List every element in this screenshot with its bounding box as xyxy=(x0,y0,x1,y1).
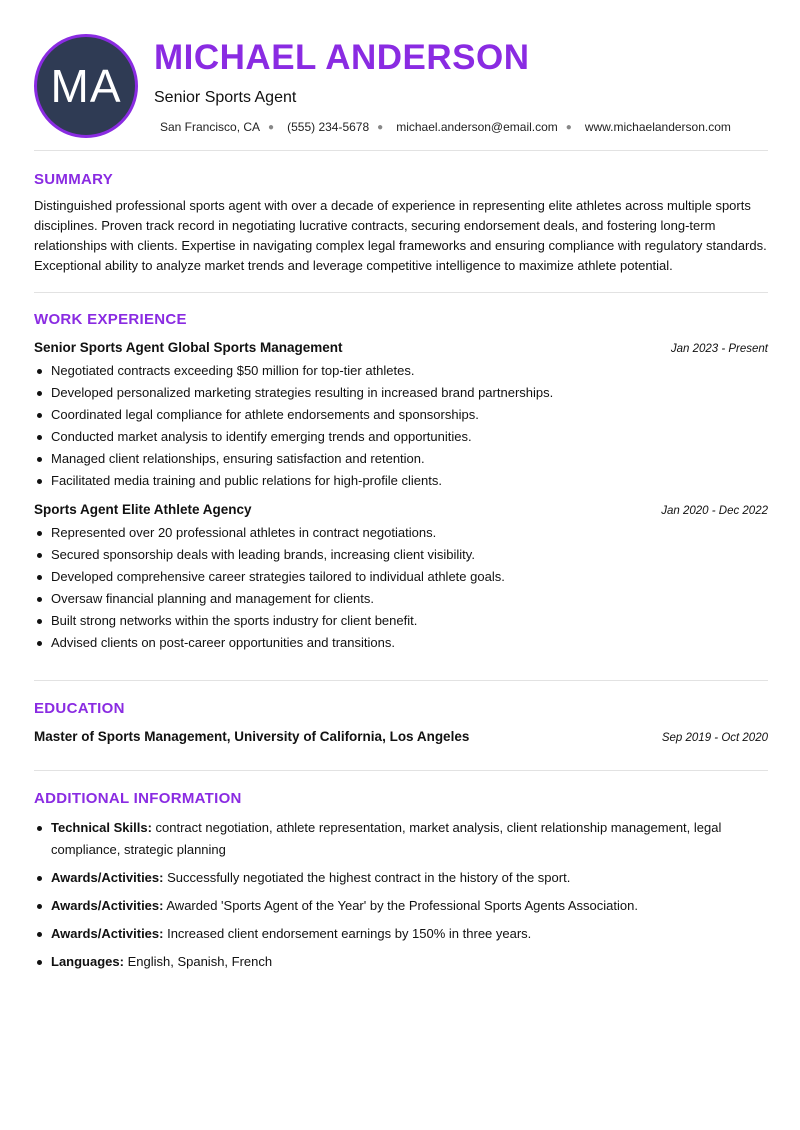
list-item: Developed comprehensive career strategies tailored to individual athlete goals. xyxy=(34,566,768,588)
list-item: Negotiated contracts exceeding $50 million for top-tier athletes. xyxy=(34,360,768,382)
job-entry xyxy=(34,502,768,654)
info-text: English, Spanish, French xyxy=(123,954,273,969)
job-title: Senior Sports Agent Global Sports Management xyxy=(34,340,343,355)
info-label: Awards/Activities: xyxy=(51,870,164,885)
summary-text: Distinguished professional sports agent with over a decade of experience in representing elite athletes across multiple sports disciplines. Proven track record in negotiating lucrative contracts, securing endorsement deals, and fostering long-term relationships with clients. Expertise in navigating complex legal frameworks and ensuring compliance with regulatory standards. Exceptional ability to analyze market trends and leverage competitive intelligence to maximize athlete potential. xyxy=(34,198,767,273)
job-bullets xyxy=(34,522,768,654)
education-dates: Sep 2019 - Oct 2020 xyxy=(661,732,768,744)
candidate-name: MICHAEL ANDERSON xyxy=(154,38,530,77)
list-item: Oversaw financial planning and management for clients. xyxy=(34,588,768,610)
list-item: Facilitated media training and public relations for high-profile clients. xyxy=(34,470,768,492)
job-title: Sports Agent Elite Athlete Agency xyxy=(34,502,252,517)
separator-dot-icon: ● xyxy=(268,121,275,133)
job-bullets xyxy=(34,360,768,492)
resume-header xyxy=(34,0,768,150)
list-item xyxy=(34,817,768,861)
additional-section xyxy=(34,771,768,973)
section-title-experience: WORK EXPERIENCE xyxy=(34,311,187,328)
contact-email[interactable]: michael.anderson@email.com xyxy=(396,120,558,134)
avatar-initials: MA xyxy=(50,60,122,112)
list-item: Developed personalized marketing strategies resulting in increased brand partnerships. xyxy=(34,382,768,404)
info-text: Successfully negotiated the highest contract in the history of the sport. xyxy=(163,870,571,885)
list-item: Secured sponsorship deals with leading brands, increasing client visibility. xyxy=(34,544,768,566)
info-text: Increased client endorsement earnings by 150% in three years. xyxy=(163,926,532,941)
job-dates: Jan 2020 - Dec 2022 xyxy=(661,505,768,517)
list-item xyxy=(34,867,768,889)
section-title-additional: ADDITIONAL INFORMATION xyxy=(34,790,242,807)
info-label: Awards/Activities: xyxy=(51,898,164,913)
education-section xyxy=(34,681,768,770)
summary-section xyxy=(34,151,768,292)
candidate-title: Senior Sports Agent xyxy=(154,89,297,106)
additional-list xyxy=(34,817,768,973)
list-item: Advised clients on post-career opportunities and transitions. xyxy=(34,632,768,654)
info-label: Languages: xyxy=(51,954,124,969)
section-title-summary: SUMMARY xyxy=(34,171,114,188)
experience-section xyxy=(34,293,768,680)
avatar xyxy=(34,34,138,138)
info-label: Awards/Activities: xyxy=(51,926,164,941)
list-item: Built strong networks within the sports industry for client benefit. xyxy=(34,610,768,632)
job-entry xyxy=(34,340,768,492)
info-text: contract negotiation, athlete representation, market analysis, client relationship management, legal compliance, strategic planning xyxy=(51,820,722,857)
separator-dot-icon: ● xyxy=(565,121,572,133)
list-item: Represented over 20 professional athletes in contract negotiations. xyxy=(34,522,768,544)
contact-website[interactable]: www.michaelanderson.com xyxy=(584,120,731,134)
list-item: Conducted market analysis to identify emerging trends and opportunities. xyxy=(34,426,768,448)
contact-line xyxy=(160,120,731,134)
list-item: Managed client relationships, ensuring satisfaction and retention. xyxy=(34,448,768,470)
degree: Master of Sports Management, University of California, Los Angeles xyxy=(34,729,470,744)
list-item xyxy=(34,895,768,917)
job-dates: Jan 2023 - Present xyxy=(670,343,768,355)
contact-phone: (555) 234-5678 xyxy=(287,120,370,134)
info-label: Technical Skills: xyxy=(51,820,152,835)
section-title-education: EDUCATION xyxy=(34,700,125,717)
info-text: Awarded 'Sports Agent of the Year' by the Professional Sports Agents Association. xyxy=(163,898,638,913)
resume-page xyxy=(34,0,768,979)
list-item xyxy=(34,923,768,945)
list-item xyxy=(34,951,768,973)
separator-dot-icon: ● xyxy=(377,121,384,133)
list-item: Coordinated legal compliance for athlete endorsements and sponsorships. xyxy=(34,404,768,426)
contact-location: San Francisco, CA xyxy=(160,120,261,134)
